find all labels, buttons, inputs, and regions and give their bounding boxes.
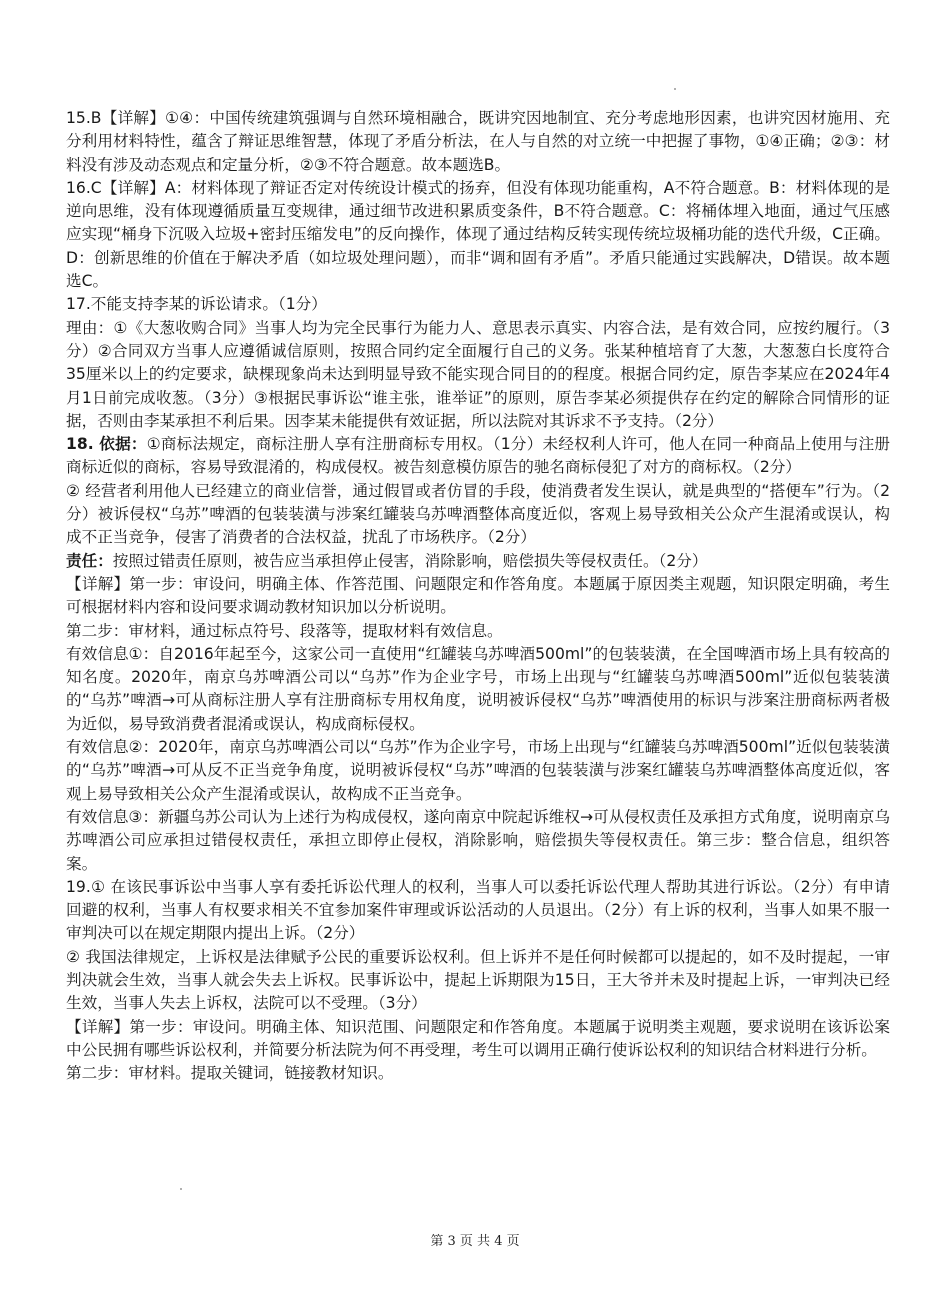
answer-18-liability: 责任：按照过错责任原则，被告应当承担停止侵害，消除影响，赔偿损失等侵权责任。（2分） [66,551,708,570]
scan-speck [674,88,676,90]
answer-19-detail: 【详解】第一步：审设问。明确主体、知识范围、问题限定和作答角度。本题属于说明类主观题，要求说明在该诉讼案中公民拥有哪些诉讼权利，并简要分析法院为何不再受理，考生可以调用正确行使诉讼权利的知识结合材料进行分析。 [66,1017,890,1059]
answer-19-point-1: 19.① 在该民事诉讼中当事人享有委托诉讼代理人的权利，当事人可以委托诉讼代理人帮助其进行诉讼。（2分）有申请回避的权利，当事人有权要求相关不宜参加案件审理或诉讼活动的人员退出。（2分）有上诉的权利，当事人如果不服一审判决可以在规定期限内提出上诉。（2分） [66,877,890,943]
answer-18-info-3: 有效信息③：新疆乌苏公司认为上述行为构成侵权，遂向南京中院起诉维权→可从侵权责任及承担方式角度，说明南京乌苏啤酒公司应承担过错侵权责任，承担立即停止侵权，消除影响，赔偿损失等侵权责任。第三步：整合信息，组织答案。 [66,807,890,873]
answer-16: 16.C【详解】A：材料体现了辩证否定对传统设计模式的扬弃，但没有体现功能重构，A不符合题意。B：材料体现的是逆向思维，没有体现遵循质量互变规律，通过细节改进积累质变条件，B不符合题意。C：将桶体埋入地面，通过气压感应实现“桶身下沉吸入垃圾+密封压缩发电”的反向操作，体现了通过结构反转实现传统垃圾桶功能的迭代升级，C正确。D：创新思维的价值在于解决矛盾（如垃圾处理问题），而非“调和固有矛盾”。矛盾只能通过实践解决，D错误。故本题选C。 [66,178,890,291]
answer-18-info-1: 有效信息①：自2016年起至今，这家公司一直使用“红罐装乌苏啤酒500ml”的包装装潢，在全国啤酒市场上具有较高的知名度。2020年，南京乌苏啤酒公司以“乌苏”作为企业字号，市场上出现与“红罐装乌苏啤酒500ml”近似包装装潢的“乌苏”啤酒→可从商标注册人享有注册商标专用权角度，说明被诉侵权“乌苏”啤酒使用的标识与涉案注册商标两者极为近似，易导致消费者混淆或误认，构成商标侵权。 [66,644,890,733]
answer-17-reason: 理由：①《大葱收购合同》当事人均为完全民事行为能力人、意思表示真实、内容合法，是有效合同，应按约履行。（3分）②合同双方当事人应遵循诚信原则，按照合同约定全面履行自己的义务。张某种植培育了大葱，大葱葱白长度符合35厘米以上的约定要求，缺棵现象尚未达到明显导致不能实现合同目的的程度。根据合同约定，原告李某应在2024年4月1日前完成收葱。（3分）③根据民事诉讼“谁主张，谁举证”的原则，原告李某必须提供存在约定的解除合同情形的证据，否则由李某承担不利后果。因李某未能提供有效证据，所以法院对其诉求不予支持。（2分） [66,318,890,430]
answer-19-point-2: ② 我国法律规定，上诉权是法律赋予公民的重要诉讼权利。但上诉并不是任何时候都可以提起的，如不及时提起，一审判决就会生效，当事人就会失去上诉权。民事诉讼中，提起上诉期限为15日，王大爷并未及时提起上诉，一审判决已经生效，当事人失去上诉权，法院可以不受理。（3分） [66,947,890,1013]
scan-speck [180,1188,182,1190]
answer-18-info-2: 有效信息②：2020年，南京乌苏啤酒公司以“乌苏”作为企业字号，市场上出现与“红罐装乌苏啤酒500ml”近似包装装潢的“乌苏”啤酒→可从反不正当竞争角度，说明被诉侵权“乌苏”啤酒的包装装潢与涉案红罐装乌苏啤酒整体高度近似，客观上易导致相关公众产生混淆或误认，故构成不正当竞争。 [66,738,890,803]
page-footer: 第 3 页 共 4 页 [430,1234,520,1249]
answer-18-detail: 【详解】第一步：审设问，明确主体、作答范围、问题限定和作答角度。本题属于原因类主观题，知识限定明确，考生可根据材料内容和设问要求调动教材知识加以分析说明。 [66,574,890,617]
answer-15: 15.B【详解】①④：中国传统建筑强调与自然环境相融合，既讲究因地制宜、充分考虑地形因素，也讲究因材施用、充分利用材料特性，蕴含了辩证思维智慧，体现了矛盾分析法，在人与自然的对立统一中把握了事物，①④正确；②③：材料没有涉及动态观点和定量分析，②③不符合题意。故本题选B。 [66,109,890,174]
answer-18-point-2: ② 经营者利用他人已经建立的商业信誉，通过假冒或者仿冒的手段，使消费者发生误认，就是典型的“搭便车”行为。（2分）被诉侵权“乌苏”啤酒的包装装潢与涉案红罐装乌苏啤酒整体高度近似，客观上易导致相关公众产生混淆或误认，构成不正当竞争，侵害了消费者的合法权益，扰乱了市场秩序。（2分） [66,481,890,547]
answer-18-step-2: 第二步：审材料，通过标点符号、段落等，提取材料有效信息。 [66,621,503,640]
answer-18-basis: 18. 依据：①商标法规定，商标注册人享有注册商标专用权。（1分）未经权利人许可，他人在同一种商品上使用与注册商标近似的商标，容易导致混淆的，构成侵权。被告刻意模仿原告的驰名商标侵犯了对方的商标权。（2分） [66,435,890,477]
answer-text [66,107,890,1085]
answer-17: 17.不能支持李某的诉讼请求。（1分） [66,295,327,314]
answer-19-step-2: 第二步：审材料。提取关键词，链接教材知识。 [66,1064,394,1083]
